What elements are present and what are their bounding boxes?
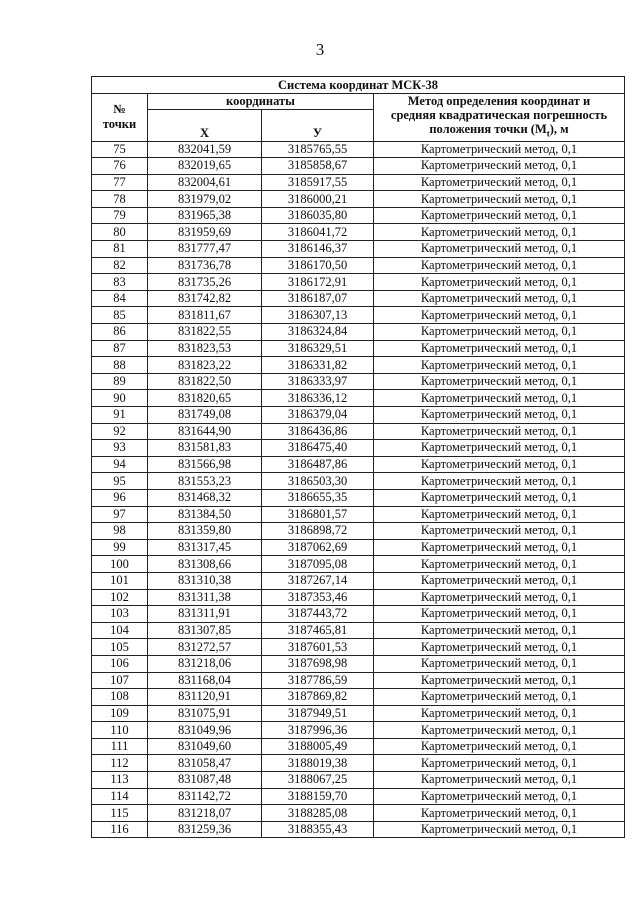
coordinates-header: координаты — [148, 94, 374, 110]
cell-method: Картометрический метод, 0,1 — [374, 174, 625, 191]
cell-x: 831317,45 — [148, 539, 262, 556]
cell-method: Картометрический метод, 0,1 — [374, 191, 625, 208]
cell-method: Картометрический метод, 0,1 — [374, 340, 625, 357]
cell-x: 831120,91 — [148, 689, 262, 706]
cell-method: Картометрический метод, 0,1 — [374, 606, 625, 623]
cell-x: 831058,47 — [148, 755, 262, 772]
method-header-line3-sub: t — [546, 128, 550, 139]
method-header-line3 — [374, 122, 624, 141]
cell-method: Картометрический метод, 0,1 — [374, 290, 625, 307]
table-row — [92, 290, 625, 307]
cell-point-number: 85 — [92, 307, 148, 324]
point-number-header-line2: точки — [102, 117, 137, 132]
table-row — [92, 407, 625, 424]
cell-x: 831822,55 — [148, 324, 262, 341]
cell-x: 832041,59 — [148, 141, 262, 158]
cell-point-number: 95 — [92, 473, 148, 490]
cell-y: 3186307,13 — [262, 307, 374, 324]
cell-point-number: 105 — [92, 639, 148, 656]
cell-point-number: 106 — [92, 655, 148, 672]
table-row — [92, 606, 625, 623]
cell-y: 3186146,37 — [262, 241, 374, 258]
table-header — [92, 77, 625, 142]
cell-point-number: 90 — [92, 390, 148, 407]
cell-point-number: 116 — [92, 821, 148, 838]
table-row — [92, 473, 625, 490]
cell-x: 831811,67 — [148, 307, 262, 324]
cell-point-number: 76 — [92, 158, 148, 175]
cell-y: 3188285,08 — [262, 805, 374, 822]
cell-method: Картометрический метод, 0,1 — [374, 523, 625, 540]
cell-method: Картометрический метод, 0,1 — [374, 639, 625, 656]
cell-x: 831384,50 — [148, 506, 262, 523]
cell-point-number: 114 — [92, 788, 148, 805]
table-row — [92, 639, 625, 656]
cell-x: 831823,22 — [148, 357, 262, 374]
cell-y: 3185765,55 — [262, 141, 374, 158]
cell-point-number: 97 — [92, 506, 148, 523]
cell-y: 3186655,35 — [262, 489, 374, 506]
cell-method: Картометрический метод, 0,1 — [374, 440, 625, 457]
cell-x: 831049,60 — [148, 738, 262, 755]
cell-method: Картометрический метод, 0,1 — [374, 755, 625, 772]
cell-method: Картометрический метод, 0,1 — [374, 357, 625, 374]
table-row — [92, 224, 625, 241]
cell-y: 3186000,21 — [262, 191, 374, 208]
table-row — [92, 539, 625, 556]
cell-method: Картометрический метод, 0,1 — [374, 423, 625, 440]
cell-x: 831218,06 — [148, 655, 262, 672]
cell-method: Картометрический метод, 0,1 — [374, 257, 625, 274]
method-header-line3-suffix: ), м — [549, 122, 569, 136]
cell-point-number: 99 — [92, 539, 148, 556]
table-row — [92, 722, 625, 739]
cell-point-number: 88 — [92, 357, 148, 374]
cell-y: 3187949,51 — [262, 705, 374, 722]
cell-point-number: 93 — [92, 440, 148, 457]
cell-y: 3188355,43 — [262, 821, 374, 838]
cell-method: Картометрический метод, 0,1 — [374, 324, 625, 341]
table-title-row — [92, 77, 625, 94]
cell-x: 831553,23 — [148, 473, 262, 490]
cell-x: 831742,82 — [148, 290, 262, 307]
cell-y: 3186333,97 — [262, 373, 374, 390]
table-row — [92, 622, 625, 639]
cell-x: 832019,65 — [148, 158, 262, 175]
cell-y: 3188019,38 — [262, 755, 374, 772]
cell-y: 3188159,70 — [262, 788, 374, 805]
cell-x: 831644,90 — [148, 423, 262, 440]
table-row — [92, 241, 625, 258]
table-row — [92, 274, 625, 291]
cell-point-number: 87 — [92, 340, 148, 357]
table-row — [92, 340, 625, 357]
table-row — [92, 373, 625, 390]
cell-y: 3187786,59 — [262, 672, 374, 689]
cell-y: 3187095,08 — [262, 556, 374, 573]
cell-x: 831142,72 — [148, 788, 262, 805]
table-row — [92, 257, 625, 274]
table-row — [92, 672, 625, 689]
cell-y: 3187267,14 — [262, 572, 374, 589]
cell-point-number: 94 — [92, 456, 148, 473]
cell-method: Картометрический метод, 0,1 — [374, 407, 625, 424]
cell-point-number: 77 — [92, 174, 148, 191]
cell-method: Картометрический метод, 0,1 — [374, 655, 625, 672]
cell-y: 3187996,36 — [262, 722, 374, 739]
cell-y: 3186172,91 — [262, 274, 374, 291]
y-header: У — [262, 110, 374, 141]
table-row — [92, 324, 625, 341]
cell-x: 831566,98 — [148, 456, 262, 473]
method-header-line1: Метод определения координат и — [407, 94, 591, 108]
table-row — [92, 523, 625, 540]
cell-point-number: 107 — [92, 672, 148, 689]
cell-y: 3185858,67 — [262, 158, 374, 175]
cell-x: 831965,38 — [148, 207, 262, 224]
table-row — [92, 174, 625, 191]
table-row — [92, 772, 625, 789]
cell-point-number: 82 — [92, 257, 148, 274]
cell-point-number: 96 — [92, 489, 148, 506]
cell-point-number: 78 — [92, 191, 148, 208]
cell-y: 3187601,53 — [262, 639, 374, 656]
table-body — [92, 141, 625, 838]
table-row — [92, 589, 625, 606]
cell-x: 831310,38 — [148, 572, 262, 589]
table-row — [92, 755, 625, 772]
cell-x: 831749,08 — [148, 407, 262, 424]
cell-method: Картометрический метод, 0,1 — [374, 307, 625, 324]
cell-x: 831581,83 — [148, 440, 262, 457]
cell-point-number: 101 — [92, 572, 148, 589]
cell-point-number: 75 — [92, 141, 148, 158]
cell-point-number: 86 — [92, 324, 148, 341]
table-row — [92, 506, 625, 523]
cell-point-number: 111 — [92, 738, 148, 755]
x-header: Х — [148, 110, 262, 141]
table-title: Система координат МСК-38 — [92, 77, 625, 94]
cell-method: Картометрический метод, 0,1 — [374, 158, 625, 175]
cell-y: 3186379,04 — [262, 407, 374, 424]
cell-x: 831820,65 — [148, 390, 262, 407]
cell-method: Картометрический метод, 0,1 — [374, 224, 625, 241]
cell-x: 831359,80 — [148, 523, 262, 540]
cell-method: Картометрический метод, 0,1 — [374, 821, 625, 838]
cell-method: Картометрический метод, 0,1 — [374, 489, 625, 506]
cell-y: 3186324,84 — [262, 324, 374, 341]
cell-method: Картометрический метод, 0,1 — [374, 274, 625, 291]
cell-point-number: 92 — [92, 423, 148, 440]
cell-method: Картометрический метод, 0,1 — [374, 689, 625, 706]
table-row — [92, 423, 625, 440]
table-row — [92, 440, 625, 457]
table-row — [92, 158, 625, 175]
cell-x: 831959,69 — [148, 224, 262, 241]
cell-method: Картометрический метод, 0,1 — [374, 456, 625, 473]
cell-point-number: 109 — [92, 705, 148, 722]
cell-y: 3187869,82 — [262, 689, 374, 706]
table-row — [92, 689, 625, 706]
cell-x: 831218,07 — [148, 805, 262, 822]
cell-x: 831087,48 — [148, 772, 262, 789]
cell-y: 3186436,86 — [262, 423, 374, 440]
method-header-line3-prefix: положения точки (M — [429, 122, 547, 136]
coordinates-table — [91, 76, 625, 838]
table-row — [92, 207, 625, 224]
cell-y: 3186329,51 — [262, 340, 374, 357]
cell-point-number: 83 — [92, 274, 148, 291]
cell-y: 3186336,12 — [262, 390, 374, 407]
cell-x: 832004,61 — [148, 174, 262, 191]
cell-method: Картометрический метод, 0,1 — [374, 705, 625, 722]
cell-method: Картометрический метод, 0,1 — [374, 772, 625, 789]
header-row-1 — [92, 94, 625, 110]
cell-y: 3188067,25 — [262, 772, 374, 789]
cell-y: 3186035,80 — [262, 207, 374, 224]
cell-method: Картометрический метод, 0,1 — [374, 722, 625, 739]
cell-point-number: 113 — [92, 772, 148, 789]
cell-y: 3187443,72 — [262, 606, 374, 623]
table-row — [92, 141, 625, 158]
cell-y: 3187062,69 — [262, 539, 374, 556]
cell-x: 831735,26 — [148, 274, 262, 291]
table-row — [92, 738, 625, 755]
table-row — [92, 307, 625, 324]
cell-x: 831168,04 — [148, 672, 262, 689]
table-row — [92, 572, 625, 589]
cell-method: Картометрический метод, 0,1 — [374, 738, 625, 755]
cell-x: 831311,38 — [148, 589, 262, 606]
cell-point-number: 98 — [92, 523, 148, 540]
cell-x: 831259,36 — [148, 821, 262, 838]
table-row — [92, 655, 625, 672]
cell-x: 831777,47 — [148, 241, 262, 258]
cell-point-number: 102 — [92, 589, 148, 606]
table-row — [92, 805, 625, 822]
cell-point-number: 112 — [92, 755, 148, 772]
table-row — [92, 357, 625, 374]
cell-y: 3186898,72 — [262, 523, 374, 540]
cell-method: Картометрический метод, 0,1 — [374, 373, 625, 390]
cell-point-number: 115 — [92, 805, 148, 822]
cell-y: 3186187,07 — [262, 290, 374, 307]
point-number-header-line1: № — [113, 102, 126, 117]
table-row — [92, 788, 625, 805]
cell-method: Картометрический метод, 0,1 — [374, 241, 625, 258]
cell-x: 831272,57 — [148, 639, 262, 656]
cell-y: 3188005,49 — [262, 738, 374, 755]
cell-y: 3185917,55 — [262, 174, 374, 191]
cell-method: Картометрический метод, 0,1 — [374, 572, 625, 589]
table-row — [92, 705, 625, 722]
cell-x: 831049,96 — [148, 722, 262, 739]
page-number: 3 — [315, 40, 325, 59]
table-row — [92, 489, 625, 506]
cell-method: Картометрический метод, 0,1 — [374, 622, 625, 639]
cell-method: Картометрический метод, 0,1 — [374, 506, 625, 523]
cell-method: Картометрический метод, 0,1 — [374, 539, 625, 556]
table-row — [92, 556, 625, 573]
cell-x: 831075,91 — [148, 705, 262, 722]
cell-method: Картометрический метод, 0,1 — [374, 556, 625, 573]
cell-point-number: 110 — [92, 722, 148, 739]
cell-point-number: 108 — [92, 689, 148, 706]
cell-x: 831822,50 — [148, 373, 262, 390]
cell-y: 3186475,40 — [262, 440, 374, 457]
cell-y: 3187353,46 — [262, 589, 374, 606]
cell-y: 3186170,50 — [262, 257, 374, 274]
cell-y: 3186487,86 — [262, 456, 374, 473]
cell-point-number: 80 — [92, 224, 148, 241]
cell-point-number: 81 — [92, 241, 148, 258]
point-number-header — [92, 94, 148, 142]
cell-method: Картометрический метод, 0,1 — [374, 589, 625, 606]
cell-y: 3186041,72 — [262, 224, 374, 241]
cell-point-number: 104 — [92, 622, 148, 639]
cell-y: 3186801,57 — [262, 506, 374, 523]
cell-x: 831979,02 — [148, 191, 262, 208]
cell-y: 3186331,82 — [262, 357, 374, 374]
cell-point-number: 84 — [92, 290, 148, 307]
cell-method: Картометрический метод, 0,1 — [374, 473, 625, 490]
cell-method: Картометрический метод, 0,1 — [374, 788, 625, 805]
cell-point-number: 100 — [92, 556, 148, 573]
cell-x: 831823,53 — [148, 340, 262, 357]
table-row — [92, 456, 625, 473]
cell-point-number: 79 — [92, 207, 148, 224]
table-row — [92, 821, 625, 838]
cell-method: Картометрический метод, 0,1 — [374, 805, 625, 822]
cell-point-number: 91 — [92, 407, 148, 424]
cell-x: 831468,32 — [148, 489, 262, 506]
table-row — [92, 390, 625, 407]
cell-method: Картометрический метод, 0,1 — [374, 141, 625, 158]
table-row — [92, 191, 625, 208]
cell-x: 831307,85 — [148, 622, 262, 639]
cell-x: 831736,78 — [148, 257, 262, 274]
cell-method: Картометрический метод, 0,1 — [374, 390, 625, 407]
cell-x: 831311,91 — [148, 606, 262, 623]
method-header — [374, 94, 625, 142]
cell-point-number: 89 — [92, 373, 148, 390]
cell-method: Картометрический метод, 0,1 — [374, 207, 625, 224]
cell-y: 3187698,98 — [262, 655, 374, 672]
method-header-line2: средняя квадратическая погрешность — [390, 108, 608, 122]
cell-y: 3187465,81 — [262, 622, 374, 639]
cell-x: 831308,66 — [148, 556, 262, 573]
cell-point-number: 103 — [92, 606, 148, 623]
cell-method: Картометрический метод, 0,1 — [374, 672, 625, 689]
cell-y: 3186503,30 — [262, 473, 374, 490]
